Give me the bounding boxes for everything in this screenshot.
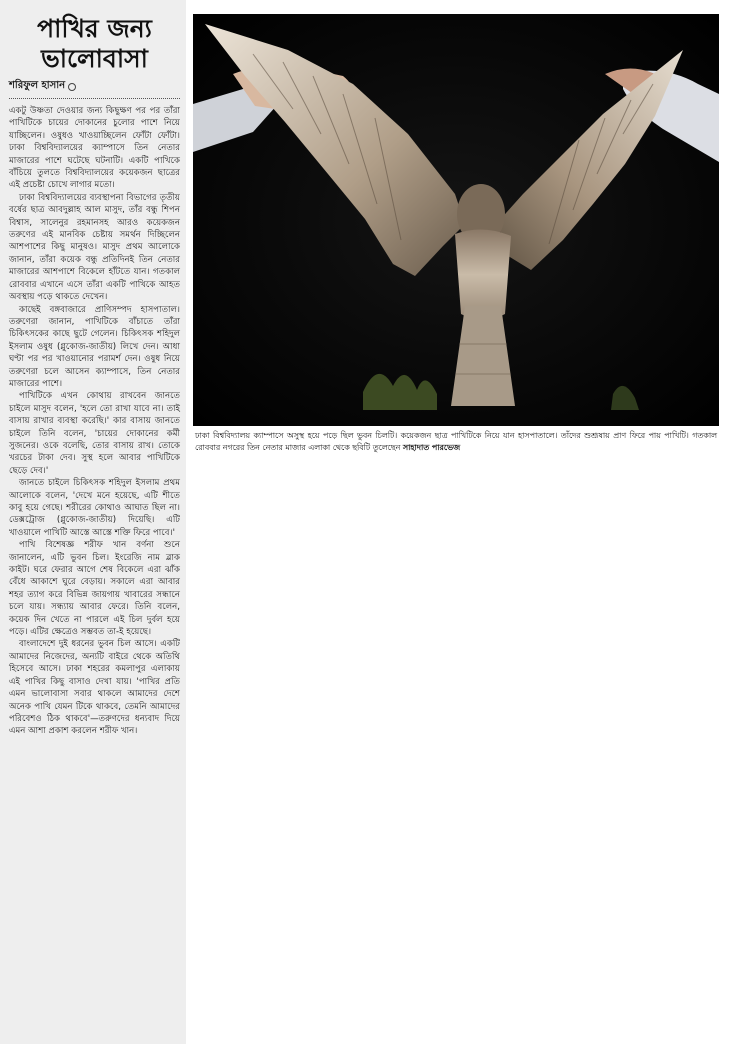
photo-credit: সাহাদাত পারভেজ (402, 442, 461, 452)
kite-photo (193, 14, 719, 426)
caption-text: ঢাকা বিশ্ববিদ্যালয় ক্যাম্পাসে অসুস্থ হয়ে পড়ে ছিল ভুবন চিলটি। কয়েকজন ছাত্র পাখিটিকে নিয়ে যান হাসপাতালে। তাঁদের শুশ্রূষায় প্রাণ ফিরে পায় পাখিটি। গতকাল রোববার নগরের তিন নেতার মাজার এলাকা থেকে ছবিটি তুলেছেন (195, 431, 717, 452)
byline (9, 78, 180, 99)
article-column (0, 0, 186, 1044)
paragraph: পাখি বিশেষজ্ঞ শরীফ খান বর্ণনা শুনে জানালেন, এটি ভুবন চিল। ইংরেজি নাম ব্লাক কাইট। ঘরে ফেরার আগে শেষ বিকেলে এরা ঝাঁক বেঁধে আকাশে ঘুরে বেড়ায়। সকালে এরা আবার শহর ত্যাগ করে বিভিন্ন জায়গায় খাবারের সন্ধানে চলে যায়। সন্ধ্যায় আবার ফেরে। তিনি বলেন, কয়েক দিন খেতে না পারলে এই চিল দুর্বল হয়ে পড়ে। এটির ক্ষেত্রেও সম্ভবত তা-ই হয়েছে। (9, 540, 180, 638)
headline (9, 14, 180, 74)
paragraph: বাংলাদেশে দুই ধরনের ভুবন চিল আসে। একটি আমাদের নিজেদের, অন্যটি বাইরে থেকে অতিথি হিসেবে আসে। ঢাকা শহরের কমলাপুর এলাকায় এই পাখির কিছু বাসাও দেখা যায়। 'পাখির প্রতি এমন ভালোবাসা সবার থাকলে আমাদের দেশে অনেক পাখি যেমন টিকে থাকবে, তেমনি আমাদের পরিবেশও ঠিক থাকবে'—তরুণদের ধন্যবাদ দিয়ে এমন আশা প্রকাশ করলেন শরীফ খান। (9, 639, 180, 737)
paragraph: পাখিটিকে এখন কোথায় রাখবেন জানতে চাইলে মাসুদ বলেন, 'হলে তো রাখা যাবে না। তাই বাসায় রাখার ব্যবস্থা করেছি।' কার বাসায় জানতে চাইলে তিনি বলেন, 'চায়ের দোকানের কর্মী সুজনের। ওকে বলেছি, তোর বাসায় রাখ। তোকে খরচের টাকা দেব। সুস্থ হলে আবার পাখিটিকে ছেড়ে দেব।' (9, 391, 180, 476)
byline-circle-icon (68, 83, 76, 91)
paragraph: ঢাকা বিশ্ববিদ্যালয়ের ব্যবস্থাপনা বিভাগের তৃতীয় বর্ষের ছাত্র আবদুল্লাহ আল মাসুদ, তাঁর বন্ধু শিপন বিশ্বাস, সালেনুর রহমানসহ আরও কয়েকজন তরুণের এই মানবিক চেষ্টায় সমর্থন দিচ্ছিলেন আশপাশের কিছু মানুষও। মাসুদ প্রথম আলোকে জানান, তাঁরা কয়েক বন্ধু প্রতিদিনই তিন নেতার মাজারের আশপাশে বিকেলে হাঁটতে যান। গতকাল রোববার এখানে এসে তাঁরা একটি পাখিকে আহত অবস্থায় পড়ে থাকতে দেখেন। (9, 192, 180, 303)
paragraph: একটু উষ্ণতা দেওয়ার জন্য কিছুক্ষণ পর পর তাঁরা পাখিটিকে চায়ের দোকানের চুলোর পাশে নিয়ে যাচ্ছিলেন। ওষুধও খাওয়াচ্ছিলেন ফোঁটা ফোঁটা। ঢাকা বিশ্ববিদ্যালয়ের ক্যাম্পাসে তিন নেতার মাজারের পাশে ঘটেছে ঘটনাটি। একটি পাখিকে বাঁচিয়ে তুলতে বিশ্ববিদ্যালয়ের কয়েকজন ছাত্রের এই প্রচেষ্টা চোখে লাগার মতো। (9, 106, 180, 191)
byline-name: শরিফুল হাসান (9, 80, 66, 91)
headline-line-1: পাখির জন্য (37, 14, 152, 43)
article-body (9, 105, 180, 738)
paragraph: কাছেই বঙ্গবাজারে প্রাণিসম্পদ হাসপাতাল। তরুণেরা জানান, পাখিটিকে বাঁচাতে তাঁরা চিকিৎসকের কাছে ছুটে গেলেন। চিকিৎসক শহিদুল ইসলাম ওষুধ (গ্লুকোজ-জাতীয়) লিখে দেন। আধা ঘণ্টা পর পর খাওয়ানোর পরামর্শ দেন। ওষুধ নিয়ে তরুণেরা চলে আসেন ক্যাম্পাসে, তিন নেতার মাজারের পাশে। (9, 304, 180, 389)
photo-block (193, 14, 719, 453)
headline-line-2: ভালোবাসা (41, 44, 148, 73)
photo-caption (193, 426, 719, 453)
paragraph: জানতে চাইলে চিকিৎসক শহিদুল ইসলাম প্রথম আলোকে বলেন, 'দেখে মনে হয়েছে, এটি শীতে কাবু হয়ে গেছে। শরীরের কোথাও আঘাত ছিল না। ডেক্সট্রোজ (গ্লুকোজ-জাতীয়) দিয়েছি। এটি খাওয়ালে পাখিটি আস্তে আস্তে শক্তি ফিরে পাবে।' (9, 478, 180, 538)
